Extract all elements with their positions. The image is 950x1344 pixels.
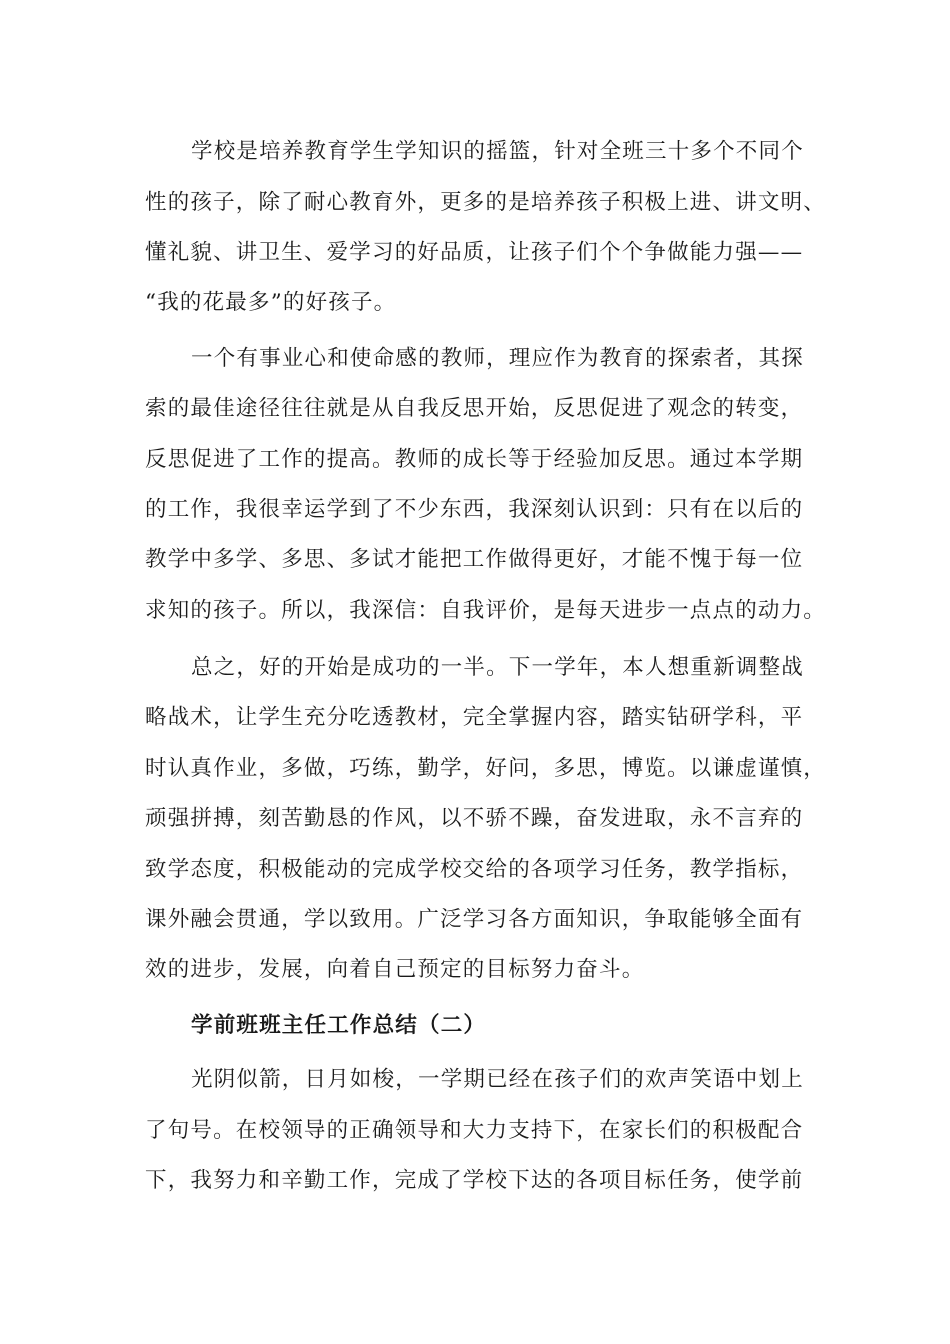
paragraph-1-line-2: 性的孩子，除了耐心教育外，更多的是培养孩子积极上进、讲文明、 <box>145 190 827 215</box>
paragraph-5-line-3: 下，我努力和辛勤工作，完成了学校下达的各项目标任务，使学前 <box>145 1168 804 1193</box>
paragraph-3-line-3: 时认真作业，多做，巧练，勤学，好问，多思，博览。以谦虚谨慎， <box>145 756 827 781</box>
paragraph-2-line-3: 反思促进了工作的提高。教师的成长等于经验加反思。通过本学期 <box>145 447 804 472</box>
paragraph-2-line-1: 一个有事业心和使命感的教师，理应作为教育的探索者，其探 <box>191 346 804 371</box>
paragraph-3-line-7: 效的进步，发展，向着自己预定的目标努力奋斗。 <box>145 957 645 982</box>
paragraph-2-line-6: 求知的孩子。所以，我深信：自我评价，是每天进步一点点的动力。 <box>145 598 827 623</box>
paragraph-3-line-4: 顽强拼搏，刻苦勤恳的作风，以不骄不躁，奋发进取，永不言弃的 <box>145 806 804 831</box>
paragraph-2-line-5: 教学中多学、多思、多试才能把工作做得更好，才能不愧于每一位 <box>145 547 804 572</box>
paragraph-2-line-4: 的工作，我很幸运学到了不少东西，我深刻认识到：只有在以后的 <box>145 497 804 522</box>
paragraph-3-line-5: 致学态度，积极能动的完成学校交给的各项学习任务，教学指标， <box>145 857 804 882</box>
paragraph-5-line-1: 光阴似箭，日月如梭，一学期已经在孩子们的欢声笑语中划上 <box>191 1067 804 1092</box>
section-heading: 学前班班主任工作总结（二） <box>191 1013 487 1038</box>
paragraph-2-line-2: 索的最佳途径往往就是从自我反思开始，反思促进了观念的转变， <box>145 396 804 421</box>
paragraph-1-line-1: 学校是培养教育学生学知识的摇篮，针对全班三十多个不同个 <box>191 139 804 164</box>
paragraph-1-line-3: 懂礼貌、讲卫生、爱学习的好品质，让孩子们个个争做能力强—— <box>145 240 804 265</box>
paragraph-3-line-2: 略战术，让学生充分吃透教材，完全掌握内容，踏实钻研学科，平 <box>145 705 804 730</box>
paragraph-3-line-1: 总之，好的开始是成功的一半。下一学年，本人想重新调整战 <box>191 655 804 680</box>
paragraph-3-line-6: 课外融会贯通，学以致用。广泛学习各方面知识，争取能够全面有 <box>145 907 804 932</box>
paragraph-1-line-4: “我的花最多”的好孩子。 <box>145 290 397 315</box>
paragraph-5-line-2: 了句号。在校领导的正确领导和大力支持下，在家长们的积极配合 <box>145 1118 804 1143</box>
